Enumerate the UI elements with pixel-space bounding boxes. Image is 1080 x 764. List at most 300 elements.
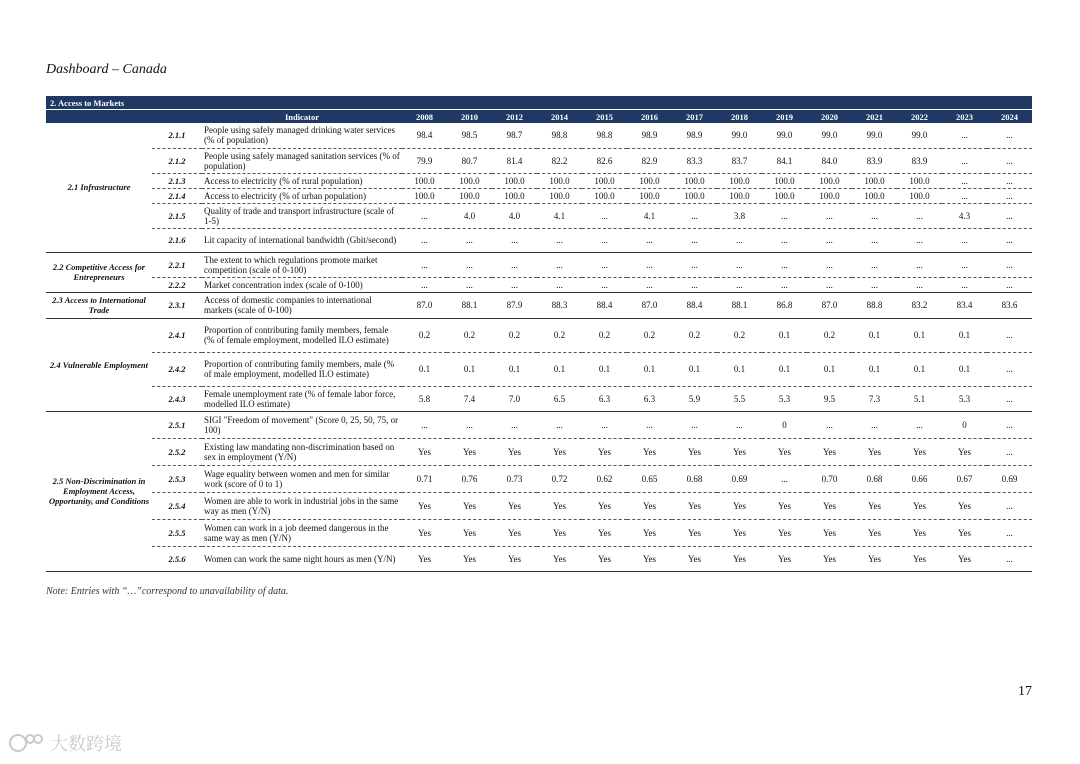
value-cell: 82.6 — [582, 148, 627, 173]
value-cell: 0.70 — [807, 465, 852, 492]
value-cell: 0.1 — [942, 318, 987, 352]
value-cell: ... — [537, 277, 582, 292]
value-cell: 99.0 — [807, 123, 852, 148]
value-cell: ... — [897, 252, 942, 277]
value-cell: Yes — [852, 492, 897, 519]
value-cell: 83.7 — [717, 148, 762, 173]
value-cell: 100.0 — [897, 173, 942, 188]
value-cell: ... — [402, 411, 447, 438]
year-header: 2014 — [537, 110, 582, 124]
value-cell: 0 — [942, 411, 987, 438]
value-cell: Yes — [627, 492, 672, 519]
value-cell: 0.1 — [447, 352, 492, 386]
value-cell: ... — [987, 546, 1032, 571]
value-cell: 82.9 — [627, 148, 672, 173]
value-cell: Yes — [717, 492, 762, 519]
indicator-name: Access to electricity (% of rural population) — [202, 173, 402, 188]
value-cell: ... — [717, 411, 762, 438]
value-cell: ... — [762, 203, 807, 228]
value-cell: ... — [807, 252, 852, 277]
table-row — [46, 228, 1032, 252]
value-cell: ... — [807, 228, 852, 252]
table-row — [46, 277, 1032, 292]
value-cell: 98.7 — [492, 123, 537, 148]
value-cell: ... — [627, 252, 672, 277]
value-cell: ... — [942, 173, 987, 188]
value-cell: 100.0 — [852, 188, 897, 203]
value-cell: Yes — [402, 492, 447, 519]
value-cell: 100.0 — [852, 173, 897, 188]
value-cell: Yes — [897, 546, 942, 571]
value-cell: Yes — [672, 546, 717, 571]
value-cell: 87.0 — [402, 292, 447, 318]
value-cell: 87.9 — [492, 292, 537, 318]
value-cell: 0.1 — [942, 352, 987, 386]
year-header: 2016 — [627, 110, 672, 124]
value-cell: 0.72 — [537, 465, 582, 492]
value-cell: 0.65 — [627, 465, 672, 492]
dashboard-table — [46, 96, 1032, 572]
value-cell: 0.1 — [852, 318, 897, 352]
value-cell: 0.76 — [447, 465, 492, 492]
value-cell: ... — [717, 277, 762, 292]
indicator-name: The extent to which regulations promote market competition (scale of 0-100) — [202, 252, 402, 277]
value-cell: 100.0 — [762, 173, 807, 188]
value-cell: ... — [582, 203, 627, 228]
indicator-code: 2.4.1 — [152, 318, 202, 352]
value-cell: Yes — [807, 492, 852, 519]
value-cell: ... — [987, 318, 1032, 352]
watermark-text: 大数跨境 — [50, 734, 122, 755]
value-cell: 5.1 — [897, 386, 942, 411]
value-cell: 0.71 — [402, 465, 447, 492]
value-cell: 0.2 — [492, 318, 537, 352]
value-cell: ... — [852, 203, 897, 228]
value-cell: ... — [987, 438, 1032, 465]
value-cell: Yes — [582, 546, 627, 571]
value-cell: 100.0 — [492, 188, 537, 203]
category-label: 2.5 Non-Discrimination in Employment Access, Opportunity, and Conditions — [46, 411, 152, 571]
value-cell: 0.62 — [582, 465, 627, 492]
value-cell: Yes — [537, 492, 582, 519]
indicator-name: Access to electricity (% of urban population) — [202, 188, 402, 203]
indicator-name: Women are able to work in industrial jobs in the same way as men (Y/N) — [202, 492, 402, 519]
value-cell: ... — [987, 203, 1032, 228]
indicator-name: SIGI "Freedom of movement" (Score 0, 25, 50, 75, or 100) — [202, 411, 402, 438]
value-cell: 99.0 — [897, 123, 942, 148]
value-cell: ... — [852, 277, 897, 292]
value-cell: 5.3 — [942, 386, 987, 411]
watermark-logo — [6, 728, 146, 758]
value-cell: ... — [762, 252, 807, 277]
indicator-code: 2.5.1 — [152, 411, 202, 438]
value-cell: 100.0 — [717, 188, 762, 203]
value-cell: 88.4 — [582, 292, 627, 318]
category-label: 2.2 Competitive Access for Entrepreneurs — [46, 252, 152, 292]
table-row — [46, 438, 1032, 465]
value-cell: 0.67 — [942, 465, 987, 492]
value-cell: 9.5 — [807, 386, 852, 411]
value-cell: 4.1 — [537, 203, 582, 228]
table-row — [46, 203, 1032, 228]
value-cell: 100.0 — [717, 173, 762, 188]
value-cell: 99.0 — [762, 123, 807, 148]
value-cell: Yes — [672, 492, 717, 519]
value-cell: Yes — [627, 438, 672, 465]
value-cell: 100.0 — [762, 188, 807, 203]
indicator-code: 2.4.3 — [152, 386, 202, 411]
value-cell: ... — [402, 277, 447, 292]
value-cell: Yes — [852, 438, 897, 465]
indicator-name: Market concentration index (scale of 0-100) — [202, 277, 402, 292]
value-cell: 83.9 — [897, 148, 942, 173]
value-cell: ... — [582, 252, 627, 277]
value-cell: ... — [897, 228, 942, 252]
value-cell: 0 — [762, 411, 807, 438]
value-cell: 83.4 — [942, 292, 987, 318]
value-cell: ... — [852, 252, 897, 277]
year-header: 2010 — [447, 110, 492, 124]
section-header-row — [46, 96, 1032, 110]
indicator-name: Proportion of contributing family members, male (% of male employment, modelled ILO estimate) — [202, 352, 402, 386]
value-cell: ... — [672, 203, 717, 228]
value-cell: 83.6 — [987, 292, 1032, 318]
value-cell: Yes — [762, 492, 807, 519]
value-cell: 88.4 — [672, 292, 717, 318]
value-cell: ... — [987, 148, 1032, 173]
value-cell: 0.2 — [672, 318, 717, 352]
value-cell: 0.1 — [897, 318, 942, 352]
value-cell: Yes — [762, 546, 807, 571]
value-cell: 86.8 — [762, 292, 807, 318]
value-cell: ... — [762, 228, 807, 252]
table-body — [46, 123, 1032, 571]
value-cell: 100.0 — [402, 173, 447, 188]
indicator-code: 2.1.1 — [152, 123, 202, 148]
value-cell: 100.0 — [897, 188, 942, 203]
value-cell: 0.2 — [537, 318, 582, 352]
value-cell: Yes — [447, 546, 492, 571]
value-cell: ... — [807, 411, 852, 438]
table-row — [46, 546, 1032, 571]
indicator-code: 2.1.6 — [152, 228, 202, 252]
value-cell: ... — [987, 492, 1032, 519]
value-cell: 88.1 — [447, 292, 492, 318]
value-cell: 100.0 — [807, 188, 852, 203]
indicator-name: Women can work in a job deemed dangerous in the same way as men (Y/N) — [202, 519, 402, 546]
value-cell: ... — [402, 228, 447, 252]
table-row — [46, 519, 1032, 546]
value-cell: ... — [402, 252, 447, 277]
value-cell: Yes — [402, 519, 447, 546]
value-cell: ... — [897, 277, 942, 292]
value-cell: Yes — [717, 546, 762, 571]
value-cell: 100.0 — [582, 188, 627, 203]
value-cell: 7.0 — [492, 386, 537, 411]
value-cell: 4.0 — [447, 203, 492, 228]
value-cell: ... — [987, 123, 1032, 148]
value-cell: ... — [987, 386, 1032, 411]
value-cell: ... — [762, 277, 807, 292]
value-cell: Yes — [447, 519, 492, 546]
value-cell: 0.68 — [852, 465, 897, 492]
value-cell: 83.3 — [672, 148, 717, 173]
value-cell: 5.5 — [717, 386, 762, 411]
dashboard-table-container — [46, 96, 1032, 572]
value-cell: Yes — [807, 519, 852, 546]
value-cell: 84.1 — [762, 148, 807, 173]
footnote: Note: Entries with “…”correspond to unavailability of data. — [46, 586, 289, 597]
indicator-code: 2.3.1 — [152, 292, 202, 318]
value-cell: 100.0 — [672, 188, 717, 203]
value-cell: Yes — [942, 492, 987, 519]
value-cell: ... — [762, 465, 807, 492]
value-cell: 100.0 — [447, 173, 492, 188]
value-cell: 0.2 — [627, 318, 672, 352]
value-cell: 88.3 — [537, 292, 582, 318]
value-cell: 6.5 — [537, 386, 582, 411]
category-label: 2.1 Infrastructure — [46, 123, 152, 252]
value-cell: 3.8 — [717, 203, 762, 228]
year-header: 2023 — [942, 110, 987, 124]
value-cell: ... — [852, 228, 897, 252]
year-header: 2008 — [402, 110, 447, 124]
value-cell: ... — [402, 203, 447, 228]
value-cell: Yes — [897, 492, 942, 519]
year-header: 2020 — [807, 110, 852, 124]
indicator-name: Women can work the same night hours as men (Y/N) — [202, 546, 402, 571]
value-cell: 0.1 — [402, 352, 447, 386]
table-row — [46, 252, 1032, 277]
value-cell: 0.1 — [762, 318, 807, 352]
value-cell: 4.1 — [627, 203, 672, 228]
value-cell: ... — [852, 411, 897, 438]
value-cell: Yes — [627, 546, 672, 571]
value-cell: Yes — [762, 519, 807, 546]
value-cell: ... — [492, 411, 537, 438]
value-cell: ... — [717, 228, 762, 252]
value-cell: ... — [942, 188, 987, 203]
value-cell: 100.0 — [807, 173, 852, 188]
value-cell: ... — [807, 277, 852, 292]
value-cell: ... — [942, 277, 987, 292]
year-header: 2012 — [492, 110, 537, 124]
value-cell: ... — [987, 352, 1032, 386]
table-row — [46, 292, 1032, 318]
value-cell: 6.3 — [582, 386, 627, 411]
indicator-code: 2.1.3 — [152, 173, 202, 188]
value-cell: 0.68 — [672, 465, 717, 492]
value-cell: Yes — [537, 438, 582, 465]
indicator-name: Proportion of contributing family members, female (% of female employment, modelled ILO estimate) — [202, 318, 402, 352]
value-cell: ... — [582, 277, 627, 292]
indicator-name: Access of domestic companies to international markets (scale of 0-100) — [202, 292, 402, 318]
value-cell: Yes — [897, 438, 942, 465]
value-cell: ... — [942, 252, 987, 277]
value-cell: ... — [492, 228, 537, 252]
value-cell: Yes — [627, 519, 672, 546]
value-cell: 0.73 — [492, 465, 537, 492]
value-cell: 0.2 — [402, 318, 447, 352]
year-header: 2022 — [897, 110, 942, 124]
value-cell: 4.3 — [942, 203, 987, 228]
value-cell: 87.0 — [627, 292, 672, 318]
value-cell: 4.0 — [492, 203, 537, 228]
indicator-name: Quality of trade and transport infrastructure (scale of 1-5) — [202, 203, 402, 228]
indicator-code: 2.1.5 — [152, 203, 202, 228]
value-cell: 98.9 — [672, 123, 717, 148]
value-cell: 83.2 — [897, 292, 942, 318]
value-cell: 80.7 — [447, 148, 492, 173]
value-cell: 0.2 — [807, 318, 852, 352]
value-cell: 100.0 — [627, 188, 672, 203]
value-cell: 0.1 — [672, 352, 717, 386]
indicator-code: 2.1.2 — [152, 148, 202, 173]
value-cell: 100.0 — [537, 188, 582, 203]
value-cell: Yes — [582, 519, 627, 546]
indicator-code: 2.4.2 — [152, 352, 202, 386]
value-cell: ... — [987, 411, 1032, 438]
indicator-name: Wage equality between women and men for similar work (score of 0 to 1) — [202, 465, 402, 492]
indicator-code: 2.5.2 — [152, 438, 202, 465]
value-cell: Yes — [492, 546, 537, 571]
value-cell: Yes — [942, 546, 987, 571]
table-row — [46, 148, 1032, 173]
value-cell: 0.1 — [762, 352, 807, 386]
value-cell: ... — [447, 411, 492, 438]
value-cell: Yes — [402, 438, 447, 465]
page-number: 17 — [1018, 684, 1032, 699]
value-cell: Yes — [807, 438, 852, 465]
value-cell: ... — [627, 228, 672, 252]
value-cell: ... — [537, 252, 582, 277]
year-header: 2019 — [762, 110, 807, 124]
value-cell: ... — [492, 252, 537, 277]
header-blank — [152, 110, 202, 124]
value-cell: 100.0 — [492, 173, 537, 188]
value-cell: 7.3 — [852, 386, 897, 411]
value-cell: 0.2 — [447, 318, 492, 352]
value-cell: 81.4 — [492, 148, 537, 173]
value-cell: Yes — [537, 519, 582, 546]
value-cell: ... — [447, 277, 492, 292]
table-row — [46, 411, 1032, 438]
value-cell: 0.69 — [717, 465, 762, 492]
table-row — [46, 123, 1032, 148]
value-cell: Yes — [717, 438, 762, 465]
value-cell: Yes — [582, 438, 627, 465]
value-cell: Yes — [447, 438, 492, 465]
value-cell: 99.0 — [852, 123, 897, 148]
value-cell: ... — [987, 519, 1032, 546]
value-cell: 82.2 — [537, 148, 582, 173]
indicator-code: 2.5.5 — [152, 519, 202, 546]
value-cell: ... — [447, 252, 492, 277]
value-cell: 0.66 — [897, 465, 942, 492]
value-cell: 0.1 — [537, 352, 582, 386]
indicator-code: 2.5.3 — [152, 465, 202, 492]
page-title: Dashboard – Canada — [46, 62, 167, 77]
category-label: 2.4 Vulnerable Employment — [46, 318, 152, 411]
year-header: 2017 — [672, 110, 717, 124]
value-cell: ... — [672, 277, 717, 292]
value-cell: ... — [942, 123, 987, 148]
value-cell: ... — [987, 252, 1032, 277]
value-cell: 87.0 — [807, 292, 852, 318]
table-row — [46, 386, 1032, 411]
value-cell: 88.1 — [717, 292, 762, 318]
value-cell: Yes — [762, 438, 807, 465]
category-label: 2.3 Access to International Trade — [46, 292, 152, 318]
value-cell: Yes — [942, 519, 987, 546]
table-row — [46, 465, 1032, 492]
value-cell: ... — [897, 203, 942, 228]
indicator-code: 2.5.4 — [152, 492, 202, 519]
value-cell: Yes — [852, 519, 897, 546]
value-cell: ... — [582, 228, 627, 252]
indicator-name: Existing law mandating non-discrimination based on sex in employment (Y/N) — [202, 438, 402, 465]
value-cell: Yes — [492, 492, 537, 519]
value-cell: 100.0 — [672, 173, 717, 188]
value-cell: 98.9 — [627, 123, 672, 148]
value-cell: 83.9 — [852, 148, 897, 173]
value-cell: Yes — [492, 438, 537, 465]
value-cell: Yes — [942, 438, 987, 465]
value-cell: Yes — [897, 519, 942, 546]
value-cell: ... — [447, 228, 492, 252]
value-cell: Yes — [582, 492, 627, 519]
indicator-code: 2.5.6 — [152, 546, 202, 571]
indicator-code: 2.1.4 — [152, 188, 202, 203]
value-cell: 100.0 — [582, 173, 627, 188]
value-cell: 98.4 — [402, 123, 447, 148]
value-cell: 5.8 — [402, 386, 447, 411]
value-cell: 79.9 — [402, 148, 447, 173]
value-cell: Yes — [672, 519, 717, 546]
value-cell: ... — [537, 228, 582, 252]
value-cell: 7.4 — [447, 386, 492, 411]
value-cell: ... — [582, 411, 627, 438]
value-cell: Yes — [672, 438, 717, 465]
year-header: 2015 — [582, 110, 627, 124]
indicator-code: 2.2.1 — [152, 252, 202, 277]
value-cell: Yes — [492, 519, 537, 546]
value-cell: ... — [897, 411, 942, 438]
value-cell: ... — [942, 228, 987, 252]
year-header: 2021 — [852, 110, 897, 124]
indicator-name: People using safely managed sanitation services (% of population) — [202, 148, 402, 173]
table-row — [46, 318, 1032, 352]
value-cell: 98.5 — [447, 123, 492, 148]
value-cell: ... — [987, 228, 1032, 252]
value-cell: 99.0 — [717, 123, 762, 148]
value-cell: 100.0 — [627, 173, 672, 188]
value-cell: ... — [627, 411, 672, 438]
value-cell: 88.8 — [852, 292, 897, 318]
value-cell: 100.0 — [402, 188, 447, 203]
year-header: 2024 — [987, 110, 1032, 124]
table-row — [46, 188, 1032, 203]
value-cell: ... — [672, 228, 717, 252]
value-cell: ... — [942, 148, 987, 173]
year-header: 2018 — [717, 110, 762, 124]
value-cell: 84.0 — [807, 148, 852, 173]
value-cell: 0.1 — [807, 352, 852, 386]
value-cell: 0.1 — [627, 352, 672, 386]
value-cell: Yes — [852, 546, 897, 571]
value-cell: ... — [672, 411, 717, 438]
column-header-row — [46, 110, 1032, 124]
